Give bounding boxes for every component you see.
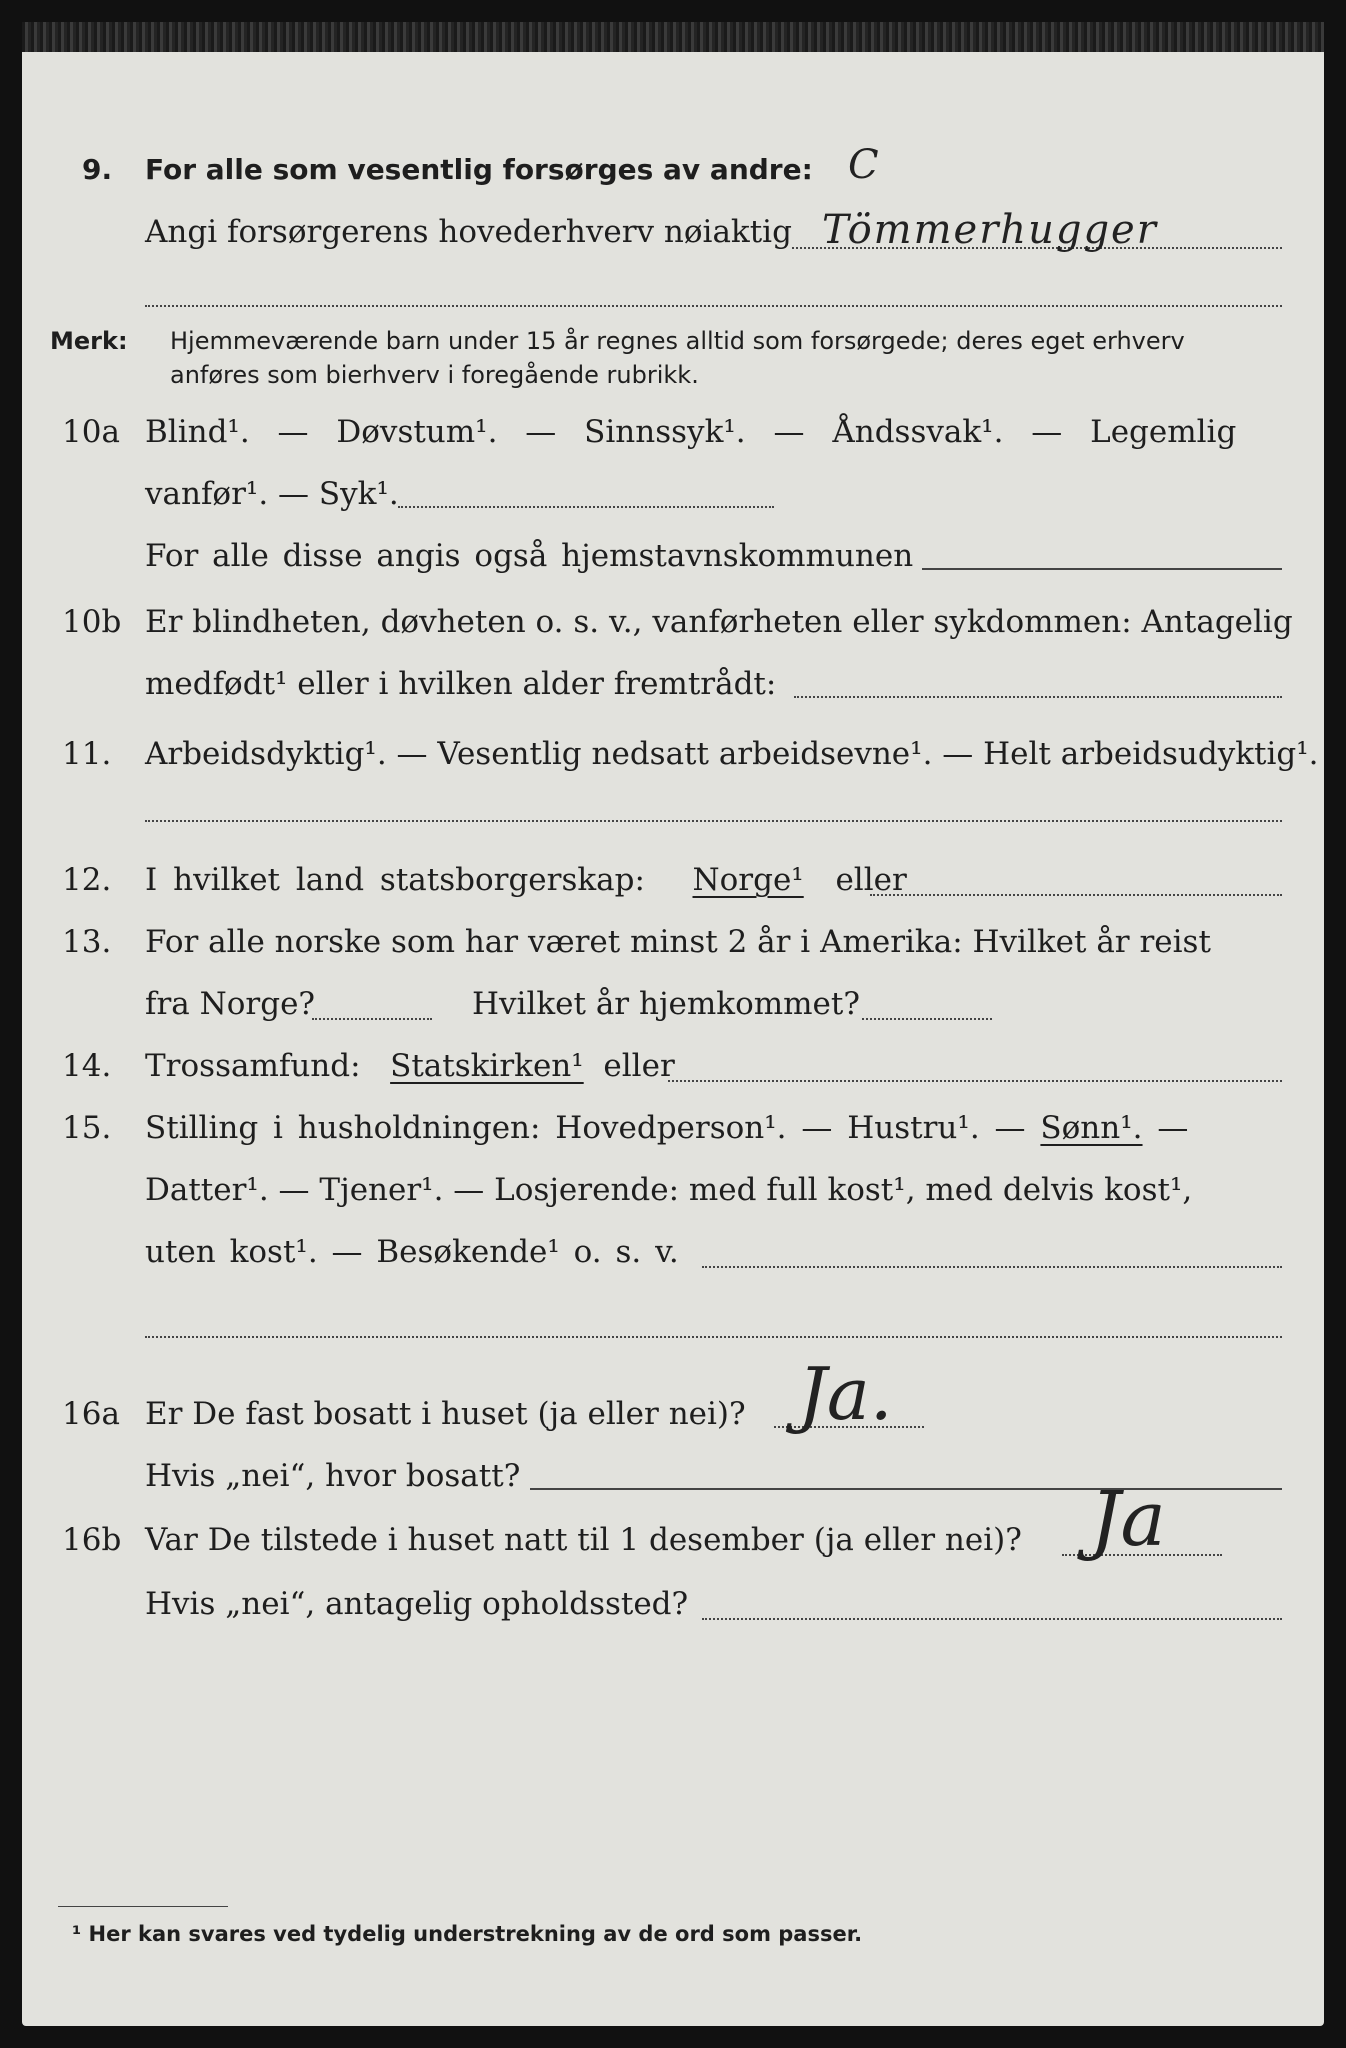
q15-line1-post: — xyxy=(1157,1110,1189,1146)
q13-line2b: Hvilket år hjemkommet? xyxy=(472,986,860,1022)
q9-line2: Angi forsørgerens hovederhverv nøiaktig xyxy=(145,214,792,250)
q9-title: For alle som vesentlig forsørges av andre: xyxy=(145,153,813,186)
q14-post: eller xyxy=(603,1048,675,1084)
q16b-opholdssted-line xyxy=(702,1618,1282,1620)
q16a-number: 16a xyxy=(62,1396,120,1432)
q10a-kommune-line xyxy=(922,568,1282,570)
footnote-rule xyxy=(58,1906,228,1907)
q12-post: eller xyxy=(835,862,907,898)
merk-label: Merk: xyxy=(50,327,128,355)
q14-statskirken-underlined: Statskirken¹ xyxy=(390,1048,584,1084)
q15-line1 xyxy=(145,1108,1188,1148)
scan-top-edge xyxy=(22,22,1324,52)
q9-extra-line xyxy=(145,305,1282,307)
q13-hjemkommet-line xyxy=(862,1018,992,1020)
q11-line1: Arbeidsdyktig¹. — Vesentlig nedsatt arbeidsevne¹. — Helt arbeidsudyktig¹. xyxy=(145,736,1319,772)
q10a-syk-line xyxy=(398,506,774,508)
q10b-answer-line xyxy=(794,696,1282,698)
q14-number: 14. xyxy=(62,1048,112,1084)
census-form-page xyxy=(22,22,1324,2026)
q16b-number: 16b xyxy=(62,1522,122,1558)
q16a-handwritten-answer: Ja. xyxy=(798,1352,893,1436)
q10b-line1: Er blindheten, døvheten o. s. v., vanførheten eller sykdommen: Antagelig xyxy=(145,604,1293,640)
q12-line xyxy=(145,860,907,900)
q12-number: 12. xyxy=(62,862,112,898)
q12-pre: I hvilket land statsborgerskap: xyxy=(145,862,645,898)
merk-line1: Hjemmeværende barn under 15 år regnes alltid som forsørgede; deres eget erhverv xyxy=(170,327,1185,355)
q13-reist-line xyxy=(312,1018,432,1020)
q16a-bosatt-line xyxy=(530,1488,1282,1490)
q15-line3: uten kost¹. — Besøkende¹ o. s. v. xyxy=(145,1234,679,1270)
q12-norge-underlined: Norge¹ xyxy=(692,862,804,898)
q16b-line1: Var De tilstede i huset natt til 1 desember (ja eller nei)? xyxy=(145,1522,1022,1558)
q14-answer-line xyxy=(668,1080,1282,1082)
q10b-number: 10b xyxy=(62,604,122,640)
q16b-handwritten-answer: Ja xyxy=(1090,1474,1166,1563)
q9-handwritten-mark: C xyxy=(848,142,879,188)
q13-line2a: fra Norge? xyxy=(145,986,316,1022)
q10a-line1: Blind¹. — Døvstum¹. — Sinnssyk¹. — Åndssvak¹. — Legemlig xyxy=(145,414,1237,450)
q11-number: 11. xyxy=(62,736,112,772)
q15-line2: Datter¹. — Tjener¹. — Losjerende: med full kost¹, med delvis kost¹, xyxy=(145,1172,1193,1208)
q9-number: 9. xyxy=(82,153,113,186)
q16b-line2: Hvis „nei“, antagelig opholdssted? xyxy=(145,1586,689,1622)
q10b-line2: medfødt¹ eller i hvilken alder fremtrådt: xyxy=(145,666,777,702)
q9-handwritten-answer: Tömmerhugger xyxy=(822,207,1158,253)
q16a-line1: Er De fast bosatt i huset (ja eller nei)? xyxy=(145,1396,746,1432)
q15-line1-pre: Stilling i husholdningen: Hovedperson¹. — Hustru¹. — xyxy=(145,1110,1026,1146)
q10a-number: 10a xyxy=(62,414,120,450)
q11-extra-line xyxy=(145,820,1282,822)
q13-line1: For alle norske som har været minst 2 år i Amerika: Hvilket år reist xyxy=(145,924,1211,960)
footnote: ¹ Her kan svares ved tydelig understrekning av de ord som passer. xyxy=(72,1922,863,1946)
q13-number: 13. xyxy=(62,924,112,960)
q15-number: 15. xyxy=(62,1110,112,1146)
q12-answer-line xyxy=(870,894,1282,896)
q16a-line2: Hvis „nei“, hvor bosatt? xyxy=(145,1458,521,1494)
merk-line2: anføres som bierhverv i foregående rubrikk. xyxy=(170,361,699,389)
q15-answer-line xyxy=(702,1266,1282,1268)
q15-extra-line xyxy=(145,1336,1282,1338)
q14-pre: Trossamfund: xyxy=(145,1048,361,1084)
q14-line xyxy=(145,1046,675,1086)
q10a-line3: For alle disse angis også hjemstavnskommunen xyxy=(145,538,914,574)
q10a-line2: vanfør¹. — Syk¹. xyxy=(145,476,399,512)
q15-sonn-underlined: Sønn¹. xyxy=(1040,1110,1143,1146)
